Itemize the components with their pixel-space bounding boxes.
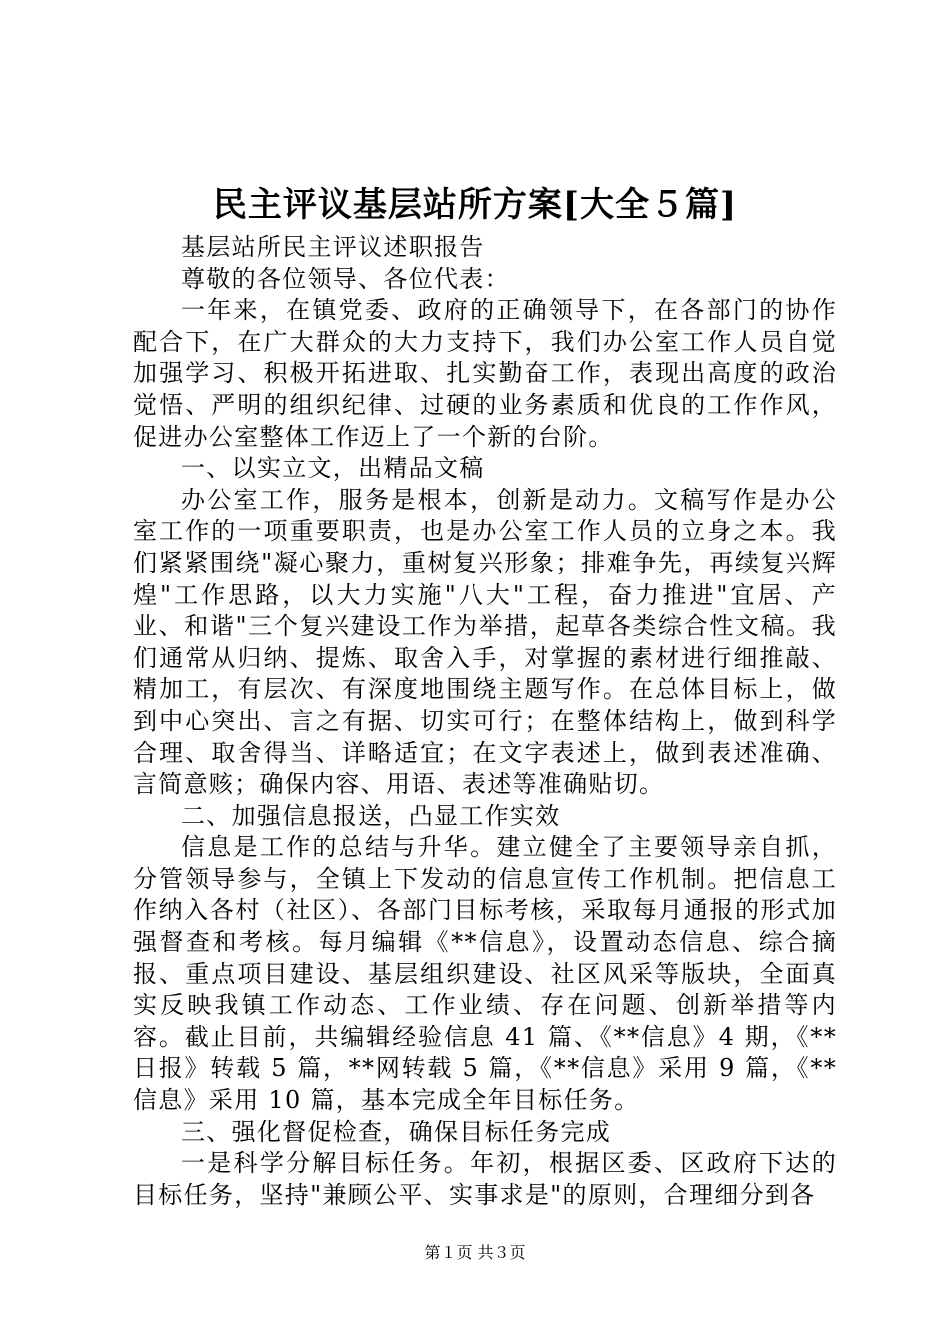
paragraph-salutation: 尊敬的各位领导、各位代表： <box>181 264 510 293</box>
paragraph-section-3: 一是科学分解目标任务。年初，根据区委、区政府下达的目标任务，坚持"兼顾公平、实事求是"的原则，合理细分到各 <box>133 1149 837 1209</box>
section-heading-1: 一、以实立文，出精品文稿 <box>181 454 485 483</box>
section-heading-2: 二、加强信息报送，凸显工作实效 <box>181 801 561 830</box>
paragraph-section-1: 办公室工作，服务是根本，创新是动力。文稿写作是办公室工作的一项重要职责，也是办公室工作人员的立身之本。我们紧紧围绕"凝心聚力，重树复兴形象；排难争先，再续复兴辉煌"工作思路，以大力实施"八大"工程，奋力推进"宜居、产业、和谐"三个复兴建设工作为举措，起草各类综合性文稿。我们通常从归纳、提炼、取舍入手，对掌握的素材进行细推敲、精加工，有层次、有深度地围绕主题写作。在总体目标上，做到中心突出、言之有据、切实可行；在整体结构上，做到科学合理、取舍得当、详略适宜；在文字表述上，做到表述准确、言简意赅；确保内容、用语、表述等准确贴切。 <box>133 485 837 799</box>
section-heading-3: 三、强化督促检查，确保目标任务完成 <box>181 1117 612 1146</box>
paragraph-section-2: 信息是工作的总结与升华。建立健全了主要领导亲自抓，分管领导参与，全镇上下发动的信息宣传工作机制。把信息工作纳入各村（社区）、各部门目标考核，采取每月通报的形式加强督查和考核。每月编辑《**信息》，设置动态信息、综合摘报、重点项目建设、基层组织建设、社区风采等版块，全面真实反映我镇工作动态、工作业绩、存在问题、创新举措等内容。截止目前，共编辑经验信息 41 篇、《**信息》4 期，《**日报》转载 5 篇，**网转载 5 篇，《**信息》采用 9 篇，《**信息》采用 10 篇，基本完成全年目标任务。 <box>133 833 837 1115</box>
paragraph-subtitle: 基层站所民主评议述职报告 <box>181 233 485 261</box>
document-body <box>133 232 837 1211</box>
page-footer: 第１页 共３页 <box>424 1243 526 1262</box>
paragraph-intro: 一年来，在镇党委、政府的正确领导下，在各部门的协作配合下，在广大群众的大力支持下，我们办公室工作人员自觉加强学习、积极开拓进取、扎实勤奋工作，表现出高度的政治觉悟、严明的组织纪律、过硬的业务素质和优良的工作作风，促进办公室整体工作迈上了一个新的台阶。 <box>133 296 837 451</box>
document-title: 民主评议基层站所方案[大全５篇] <box>212 185 738 225</box>
